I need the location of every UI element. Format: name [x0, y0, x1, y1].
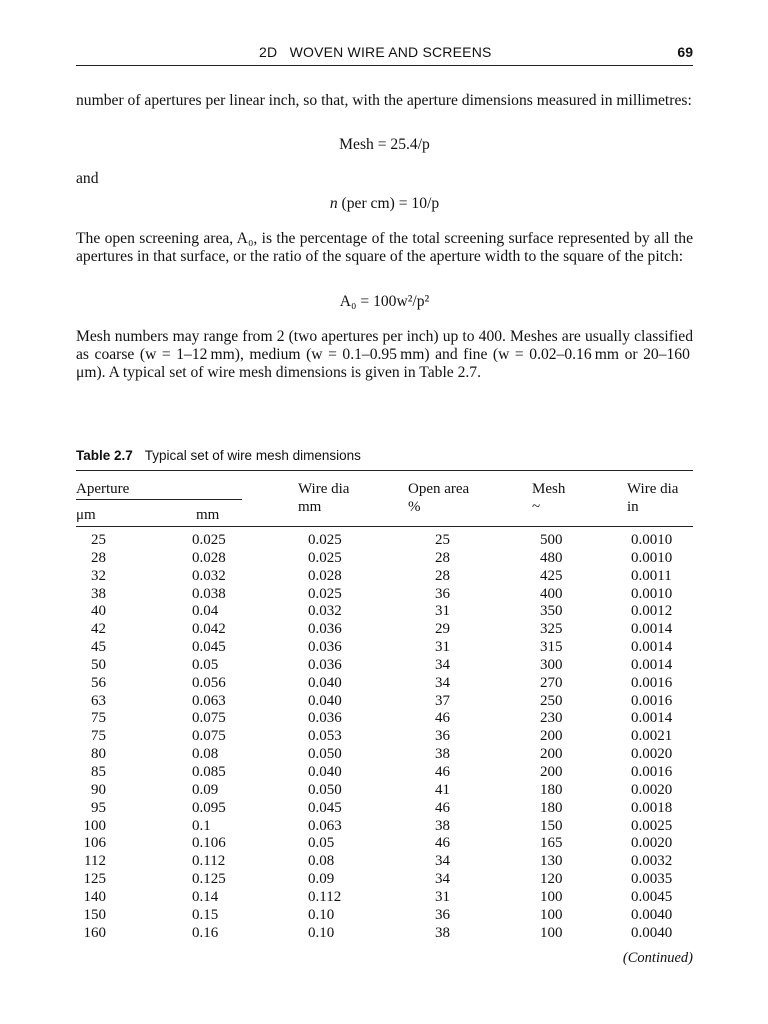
cell-wire-dia-in: 0.0012: [631, 603, 673, 620]
cell-wire-dia-in: 0.0020: [631, 781, 673, 798]
aperture-rule: [76, 499, 242, 500]
cell-aperture-mm: 0.04: [192, 603, 219, 620]
cell-mesh: 100: [540, 888, 563, 905]
cell-mesh: 400: [540, 585, 563, 602]
header-aperture: Aperture: [76, 481, 130, 497]
cell-wire-dia-in: 0.0040: [631, 906, 673, 923]
cell-wire-dia-mm: 0.036: [308, 639, 342, 656]
running-header: [76, 44, 693, 64]
cell-aperture-mm: 0.15: [192, 906, 219, 923]
table-caption: [76, 448, 693, 463]
cell-aperture-um: 90: [91, 781, 106, 798]
cell-open-area: 38: [435, 746, 450, 763]
cell-mesh: 130: [540, 853, 563, 870]
cell-aperture-mm: 0.05: [192, 656, 219, 673]
header-open-area-label: Open area: [408, 481, 470, 497]
cell-wire-dia-in: 0.0021: [631, 728, 673, 745]
equation-n-per-cm: [76, 195, 693, 213]
cell-aperture-um: 32: [91, 567, 106, 584]
cell-aperture-um: 150: [83, 906, 106, 923]
cell-wire-dia-mm: 0.036: [308, 621, 342, 638]
cell-wire-dia-mm: 0.05: [308, 835, 335, 852]
cell-wire-dia-in: 0.0011: [631, 567, 672, 584]
cell-aperture-um: 85: [91, 763, 106, 780]
equation-n-rest: (per cm) = 10/p: [337, 195, 440, 212]
cell-aperture-mm: 0.08: [192, 746, 219, 763]
header-mm: mm: [196, 507, 220, 523]
cell-open-area: 28: [435, 549, 450, 566]
cell-aperture-um: 100: [83, 817, 106, 834]
cell-wire-dia-mm: 0.063: [308, 817, 342, 834]
cell-wire-dia-in: 0.0025: [631, 817, 673, 834]
header-wire-dia-in-label: Wire dia: [627, 481, 679, 497]
cell-open-area: 25: [435, 532, 450, 548]
equation-open-area: A₀ = 100w²/p²: [339, 293, 430, 310]
cell-wire-dia-in: 0.0040: [631, 924, 673, 941]
cell-mesh: 180: [540, 799, 563, 816]
cell-aperture-mm: 0.106: [192, 835, 226, 852]
cell-aperture-mm: 0.032: [192, 567, 226, 584]
cell-open-area: 37: [435, 692, 450, 709]
cell-wire-dia-mm: 0.025: [308, 549, 342, 566]
cell-aperture-um: 112: [84, 853, 106, 870]
cell-mesh: 230: [540, 710, 563, 727]
cell-mesh: 165: [540, 835, 563, 852]
header-rule: [76, 65, 693, 66]
cell-wire-dia-mm: 0.050: [308, 746, 342, 763]
cell-wire-dia-mm: 0.10: [308, 924, 335, 941]
cell-wire-dia-in: 0.0010: [631, 585, 673, 602]
column-open-area: [435, 532, 455, 942]
cell-mesh: 200: [540, 728, 563, 745]
cell-aperture-um: 160: [83, 924, 106, 941]
cell-mesh: 150: [540, 817, 563, 834]
cell-open-area: 31: [435, 639, 450, 656]
paragraph-open-area: The open screening area, A₀, is the percentage of the total screening surface represented by all the apertures in that surface, or the ratio of the square of the aperture width to the square of the pitch:: [76, 230, 693, 265]
column-wire-dia-in: [631, 532, 681, 942]
cell-mesh: 325: [540, 621, 563, 638]
cell-aperture-mm: 0.063: [192, 692, 226, 709]
cell-wire-dia-mm: 0.032: [308, 603, 342, 620]
header-wire-dia: [298, 480, 349, 516]
cell-open-area: 38: [435, 924, 450, 941]
header-mesh-unit: ~: [532, 499, 541, 515]
cell-mesh: 200: [540, 746, 563, 763]
cell-mesh: 480: [540, 549, 563, 566]
cell-wire-dia-mm: 0.050: [308, 781, 342, 798]
cell-aperture-mm: 0.045: [192, 639, 226, 656]
cell-wire-dia-mm: 0.028: [308, 567, 342, 584]
page-number: 69: [677, 44, 693, 60]
cell-aperture-um: 56: [91, 674, 106, 691]
cell-aperture-mm: 0.14: [192, 888, 219, 905]
cell-wire-dia-in: 0.0014: [631, 710, 673, 727]
table-label: Table 2.7: [76, 448, 133, 463]
cell-aperture-um: 140: [83, 888, 106, 905]
cell-wire-dia-mm: 0.025: [308, 585, 342, 602]
section-title: 2D WOVEN WIRE AND SCREENS: [259, 44, 492, 60]
cell-open-area: 36: [435, 728, 450, 745]
cell-wire-dia-in: 0.0016: [631, 763, 673, 780]
cell-aperture-mm: 0.075: [192, 728, 226, 745]
header-wire-dia-in-unit: in: [627, 499, 639, 515]
header-wire-dia-in: [627, 480, 678, 516]
cell-aperture-mm: 0.125: [192, 871, 226, 888]
column-mesh: [540, 532, 570, 942]
cell-aperture-um: 106: [83, 835, 106, 852]
table-top-rule: [76, 470, 693, 471]
cell-mesh: 180: [540, 781, 563, 798]
cell-aperture-um: 45: [91, 639, 106, 656]
cell-open-area: 46: [435, 799, 450, 816]
cell-wire-dia-in: 0.0020: [631, 746, 673, 763]
header-wire-dia-unit: mm: [298, 499, 322, 515]
cell-open-area: 38: [435, 817, 450, 834]
header-um: μm: [76, 507, 96, 523]
cell-wire-dia-in: 0.0035: [631, 871, 673, 888]
cell-mesh: 100: [540, 906, 563, 923]
cell-open-area: 46: [435, 710, 450, 727]
cell-mesh: 200: [540, 763, 563, 780]
cell-wire-dia-in: 0.0014: [631, 621, 673, 638]
cell-aperture-um: 125: [83, 871, 106, 888]
column-aperture-mm: [192, 532, 242, 942]
cell-aperture-um: 75: [91, 710, 106, 727]
cell-aperture-um: 25: [91, 532, 106, 548]
cell-mesh: 300: [540, 656, 563, 673]
header-open-area: [408, 480, 469, 516]
table-header-rule: [76, 526, 693, 527]
cell-wire-dia-in: 0.0014: [631, 656, 673, 673]
cell-wire-dia-mm: 0.040: [308, 674, 342, 691]
cell-wire-dia-mm: 0.040: [308, 763, 342, 780]
cell-aperture-mm: 0.056: [192, 674, 226, 691]
cell-aperture-um: 50: [91, 656, 106, 673]
cell-aperture-um: 38: [91, 585, 106, 602]
cell-wire-dia-mm: 0.045: [308, 799, 342, 816]
cell-open-area: 36: [435, 585, 450, 602]
cell-open-area: 36: [435, 906, 450, 923]
cell-wire-dia-in: 0.0020: [631, 835, 673, 852]
cell-wire-dia-in: 0.0032: [631, 853, 673, 870]
cell-open-area: 28: [435, 567, 450, 584]
continued-note: (Continued): [622, 950, 693, 966]
cell-open-area: 31: [435, 888, 450, 905]
header-open-area-unit: %: [408, 499, 421, 515]
cell-mesh: 100: [540, 924, 563, 941]
cell-wire-dia-mm: 0.025: [308, 532, 342, 548]
table-title: Typical set of wire mesh dimensions: [144, 448, 361, 463]
equation-n-var: n: [329, 195, 338, 212]
cell-open-area: 46: [435, 763, 450, 780]
cell-aperture-um: 40: [91, 603, 106, 620]
cell-aperture-mm: 0.09: [192, 781, 219, 798]
cell-aperture-mm: 0.1: [192, 817, 211, 834]
cell-open-area: 34: [435, 674, 450, 691]
cell-mesh: 250: [540, 692, 563, 709]
cell-aperture-mm: 0.075: [192, 710, 226, 727]
cell-aperture-mm: 0.038: [192, 585, 226, 602]
cell-mesh: 270: [540, 674, 563, 691]
cell-open-area: 46: [435, 835, 450, 852]
cell-aperture-mm: 0.025: [192, 532, 226, 548]
cell-wire-dia-in: 0.0016: [631, 692, 673, 709]
cell-aperture-um: 95: [91, 799, 106, 816]
cell-wire-dia-in: 0.0045: [631, 888, 673, 905]
cell-open-area: 34: [435, 853, 450, 870]
cell-wire-dia-mm: 0.036: [308, 710, 342, 727]
cell-aperture-um: 75: [91, 728, 106, 745]
cell-aperture-mm: 0.095: [192, 799, 226, 816]
cell-mesh: 500: [540, 532, 563, 548]
cell-open-area: 34: [435, 656, 450, 673]
cell-wire-dia-mm: 0.08: [308, 853, 335, 870]
cell-wire-dia-mm: 0.036: [308, 656, 342, 673]
cell-wire-dia-in: 0.0018: [631, 799, 673, 816]
text-and: and: [76, 170, 99, 187]
cell-wire-dia-mm: 0.053: [308, 728, 342, 745]
cell-aperture-mm: 0.028: [192, 549, 226, 566]
cell-wire-dia-mm: 0.040: [308, 692, 342, 709]
header-wire-dia-label: Wire dia: [298, 481, 350, 497]
cell-aperture-um: 28: [91, 549, 106, 566]
cell-mesh: 120: [540, 871, 563, 888]
column-wire-dia-mm: [308, 532, 358, 942]
cell-wire-dia-mm: 0.10: [308, 906, 335, 923]
header-mesh-label: Mesh: [532, 481, 566, 497]
cell-aperture-mm: 0.112: [192, 853, 226, 870]
cell-mesh: 350: [540, 603, 563, 620]
cell-wire-dia-in: 0.0016: [631, 674, 673, 691]
cell-aperture-mm: 0.042: [192, 621, 226, 638]
header-mesh: [532, 480, 565, 516]
cell-wire-dia-in: 0.0010: [631, 532, 673, 548]
cell-open-area: 29: [435, 621, 450, 638]
cell-aperture-mm: 0.16: [192, 924, 219, 941]
cell-open-area: 41: [435, 781, 450, 798]
cell-wire-dia-mm: 0.112: [308, 888, 342, 905]
cell-aperture-um: 42: [91, 621, 106, 638]
cell-wire-dia-mm: 0.09: [308, 871, 335, 888]
cell-mesh: 425: [540, 567, 563, 584]
column-aperture-um: [76, 532, 106, 942]
cell-aperture-mm: 0.085: [192, 763, 226, 780]
cell-wire-dia-in: 0.0014: [631, 639, 673, 656]
paragraph-mesh-intro: number of apertures per linear inch, so that, with the aperture dimensions measured in millimetres:: [76, 92, 692, 109]
cell-aperture-um: 63: [91, 692, 106, 709]
cell-mesh: 315: [540, 639, 563, 656]
cell-open-area: 34: [435, 871, 450, 888]
cell-wire-dia-in: 0.0010: [631, 549, 673, 566]
equation-mesh: Mesh = 25.4/p: [339, 136, 430, 153]
paragraph-mesh-numbers: Mesh numbers may range from 2 (two apertures per inch) up to 400. Meshes are usually classified as coarse (w = 1–12 mm), medium (w = 0.1–0.95 mm) and fine (w = 0.02–0.16 mm or 20–160 μm). A typical set of wire mesh dimensions is given in Table 2.7.: [76, 328, 693, 381]
cell-open-area: 31: [435, 603, 450, 620]
cell-aperture-um: 80: [91, 746, 106, 763]
